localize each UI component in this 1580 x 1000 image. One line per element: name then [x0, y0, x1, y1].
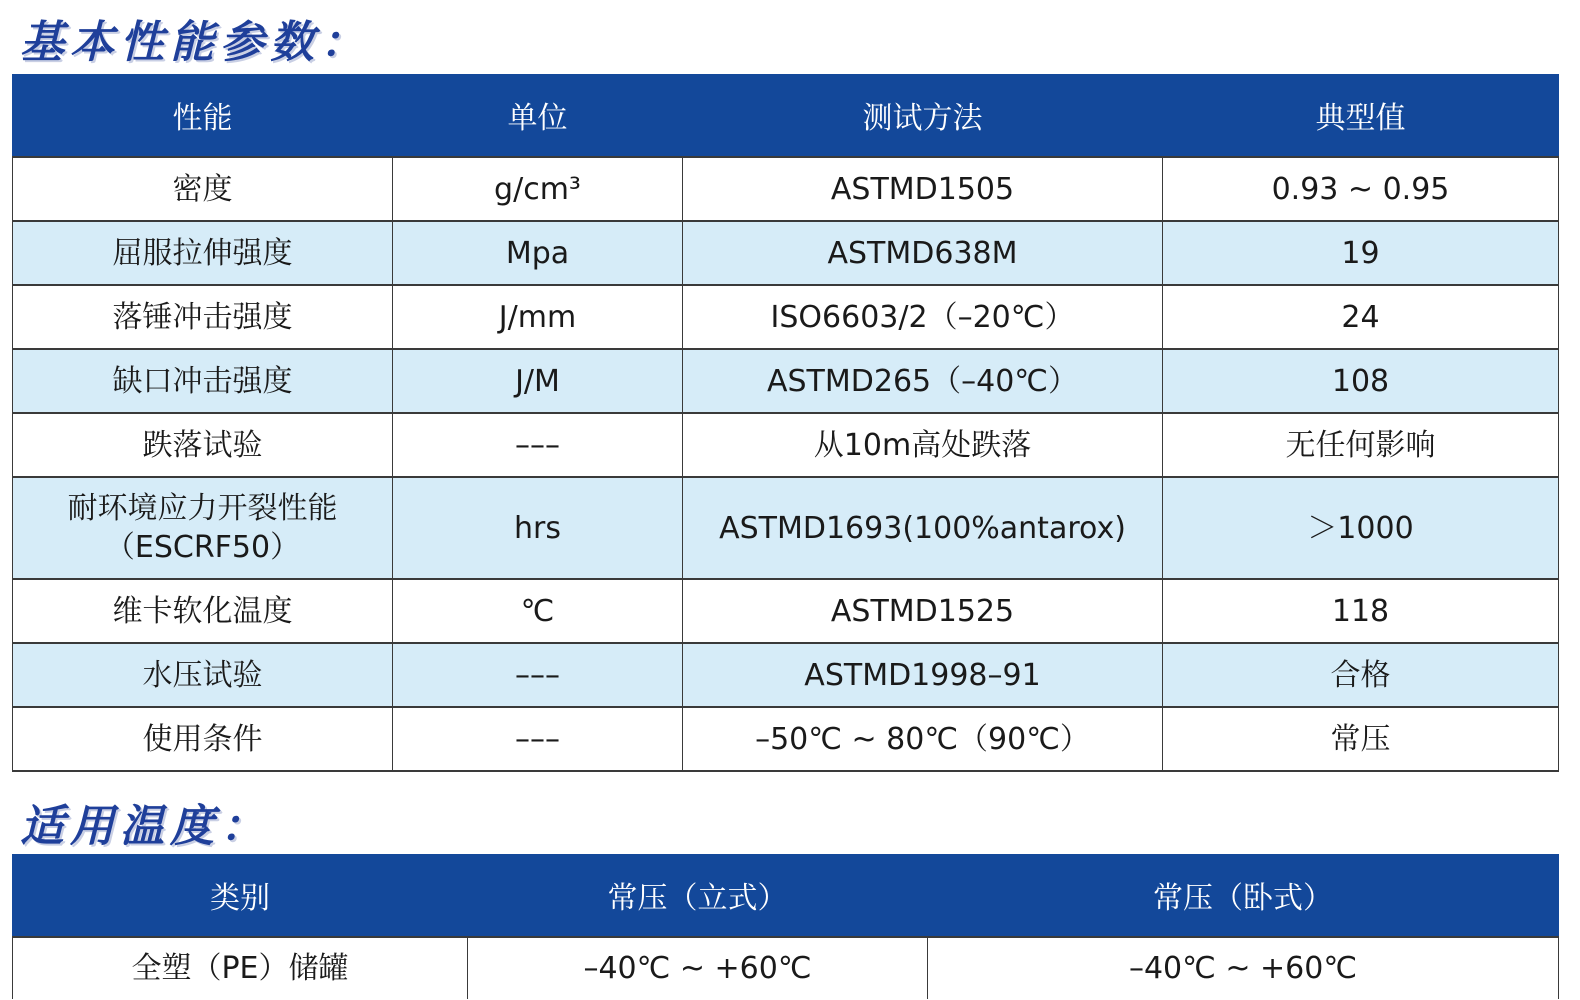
cell-method: 从10m高处跌落: [683, 413, 1163, 477]
cell-value: 无任何影响: [1163, 413, 1559, 477]
temperature-table: [12, 854, 1559, 999]
table-header-row: [13, 854, 1559, 937]
header-horizontal: 常压（卧式）: [928, 854, 1559, 937]
cell-method: ISO6603/2（–20℃）: [683, 285, 1163, 349]
cell-unit: g/cm³: [393, 157, 683, 221]
cell-value: 0.93 ~ 0.95: [1163, 157, 1559, 221]
cell-unit: Mpa: [393, 221, 683, 285]
cell-property: 跌落试验: [13, 413, 393, 477]
cell-method: ASTMD638M: [683, 221, 1163, 285]
cell-method: ASTMD265（–40℃）: [683, 349, 1163, 413]
table-row: [13, 413, 1559, 477]
cell-value: 常压: [1163, 707, 1559, 771]
table-header-row: [13, 74, 1559, 157]
cell-unit: –––: [393, 643, 683, 707]
cell-property: 落锤冲击强度: [13, 285, 393, 349]
table-row: [13, 937, 1559, 999]
section-title-applicable-temperature: 适用温度：: [20, 801, 270, 852]
cell-method: ASTMD1693(100%antarox): [683, 477, 1163, 579]
cell-horizontal: –40℃ ~ +60℃: [928, 937, 1559, 999]
cell-method: –50℃ ~ 80℃（90℃）: [683, 707, 1163, 771]
cell-unit: J/mm: [393, 285, 683, 349]
cell-value: ＞1000: [1163, 477, 1559, 579]
performance-table: [12, 74, 1559, 772]
header-unit: 单位: [393, 74, 683, 157]
table-row: [13, 643, 1559, 707]
header-test-method: 测试方法: [683, 74, 1163, 157]
cell-unit: –––: [393, 413, 683, 477]
cell-property: 水压试验: [13, 643, 393, 707]
table-row: [13, 221, 1559, 285]
cell-property: 屈服拉伸强度: [13, 221, 393, 285]
cell-value: 合格: [1163, 643, 1559, 707]
header-property: 性能: [13, 74, 393, 157]
cell-value: 19: [1163, 221, 1559, 285]
header-vertical: 常压（立式）: [468, 854, 928, 937]
cell-value: 108: [1163, 349, 1559, 413]
cell-method: ASTMD1505: [683, 157, 1163, 221]
cell-unit: J/M: [393, 349, 683, 413]
cell-unit: hrs: [393, 477, 683, 579]
cell-method: ASTMD1998–91: [683, 643, 1163, 707]
header-typical-value: 典型值: [1163, 74, 1559, 157]
cell-property: 密度: [13, 157, 393, 221]
section-title-basic-performance: 基本性能参数：: [20, 17, 370, 68]
cell-method: ASTMD1525: [683, 579, 1163, 643]
cell-property: 维卡软化温度: [13, 579, 393, 643]
cell-unit: ℃: [393, 579, 683, 643]
table-row: [13, 707, 1559, 771]
cell-value: 118: [1163, 579, 1559, 643]
table-row: [13, 349, 1559, 413]
cell-property: 使用条件: [13, 707, 393, 771]
cell-property-line2: （ESCRF50）: [104, 530, 301, 565]
cell-property-line1: 耐环境应力开裂性能: [67, 491, 338, 526]
table-row: [13, 477, 1559, 579]
header-category: 类别: [13, 854, 468, 937]
cell-property: [13, 477, 393, 579]
table-row: [13, 579, 1559, 643]
cell-property: 缺口冲击强度: [13, 349, 393, 413]
cell-unit: –––: [393, 707, 683, 771]
cell-vertical: –40℃ ~ +60℃: [468, 937, 928, 999]
table-row: [13, 285, 1559, 349]
cell-value: 24: [1163, 285, 1559, 349]
table-row: [13, 157, 1559, 221]
cell-category: 全塑（PE）储罐: [13, 937, 468, 999]
